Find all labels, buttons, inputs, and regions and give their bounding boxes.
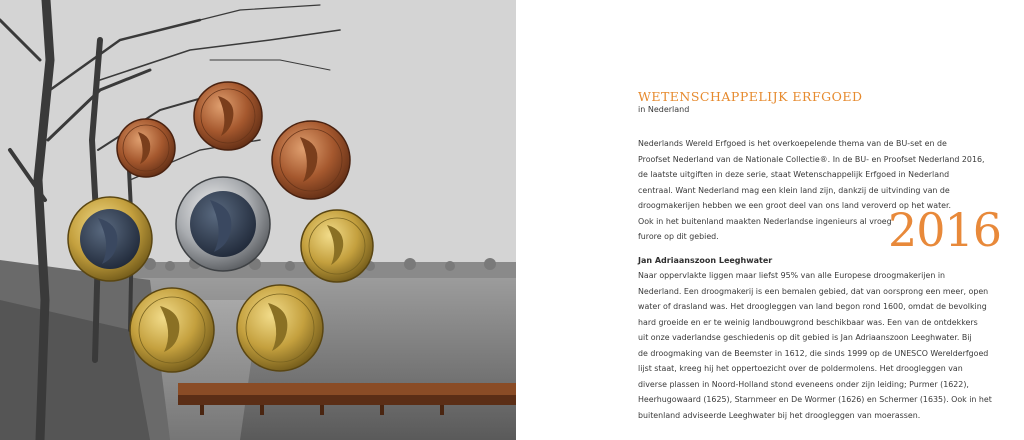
paragraph-line: diverse plassen in Noord-Holland stond eveneens onder zijn leiding; Purmer (1622), bbox=[638, 379, 969, 389]
paragraph-line: uit onze vaderlandse geschiedenis op dit gebied is Jan Adriaanszoon Leeghwater. Bij bbox=[638, 333, 972, 342]
20-cent-coin bbox=[130, 288, 214, 372]
page-title: WETENSCHAPPELIJK ERFGOED bbox=[638, 89, 863, 104]
section-heading: Jan Adriaanszoon Leeghwater bbox=[638, 256, 773, 265]
paragraph-line: de droogmaking van de Beemster in 1612, die sinds 1999 op de UNESCO Werelderfgoed bbox=[638, 348, 989, 358]
paragraph-line: droogmakerijen hebben we een groot deel van ons land veroverd op het water. bbox=[638, 201, 952, 210]
1-euro-coin bbox=[68, 197, 152, 281]
paragraph-line: Heerhugowaard (1625), Starnmeer en De Wormer (1626) en Schermer (1635). Ook in het bbox=[638, 395, 992, 404]
paragraph-line: centraal. Want Nederland mag een klein land zijn, dankzij de uitvinding van de bbox=[638, 185, 950, 195]
paragraph-line: lijst staat, kreeg hij het oppertoezicht over de poldermolens. Het droogleggen van bbox=[638, 364, 963, 373]
paragraph-line: Proofset Nederland van de Nationale Collectie®. In de BU- en Proofset Nederland 2016, bbox=[638, 154, 985, 164]
paragraph-line: de laatste uitgiften in deze serie, staat Wetenschappelijk Erfgoed in Nederland bbox=[638, 170, 950, 179]
paragraph-line: furore op dit gebied. bbox=[638, 232, 719, 241]
paragraph-line: Naar oppervlakte liggen maar liefst 95% van alle Europese droogmakerijen in bbox=[638, 271, 946, 280]
paragraph-line: buitenland adviseerde Leeghwater bij het droogleggen van moerassen. bbox=[638, 410, 921, 420]
paragraph-line: Nederland. Een droogmakerij is een bemalen gebied, dat van oorsprong een meer, open bbox=[638, 286, 989, 296]
page-subtitle: in Nederland bbox=[638, 105, 690, 114]
leeghwater-paragraph bbox=[638, 268, 992, 423]
paragraph-line: Ook in het buitenland maakten Nederlandse ingenieurs al vroeg bbox=[638, 216, 892, 226]
year-label: 2016 bbox=[888, 203, 1002, 257]
50-cent-coin bbox=[237, 285, 323, 371]
2-euro-coin bbox=[176, 177, 270, 271]
paragraph-line: water of drasland was. Het droogleggen van land begon rond 1600, omdat de bevolking bbox=[638, 302, 987, 311]
paragraph-line: Nederlands Wereld Erfgoed is het overkoepelende thema van de BU-set en de bbox=[638, 139, 947, 148]
2-cent-coin bbox=[194, 82, 262, 150]
paragraph-line: hard groeide en er te weinig landbouwgrond beschikbaar was. Een van de ontdekkers bbox=[638, 317, 978, 327]
5-cent-coin bbox=[272, 121, 350, 199]
1-cent-coin bbox=[117, 119, 175, 177]
10-cent-coin bbox=[301, 210, 373, 282]
